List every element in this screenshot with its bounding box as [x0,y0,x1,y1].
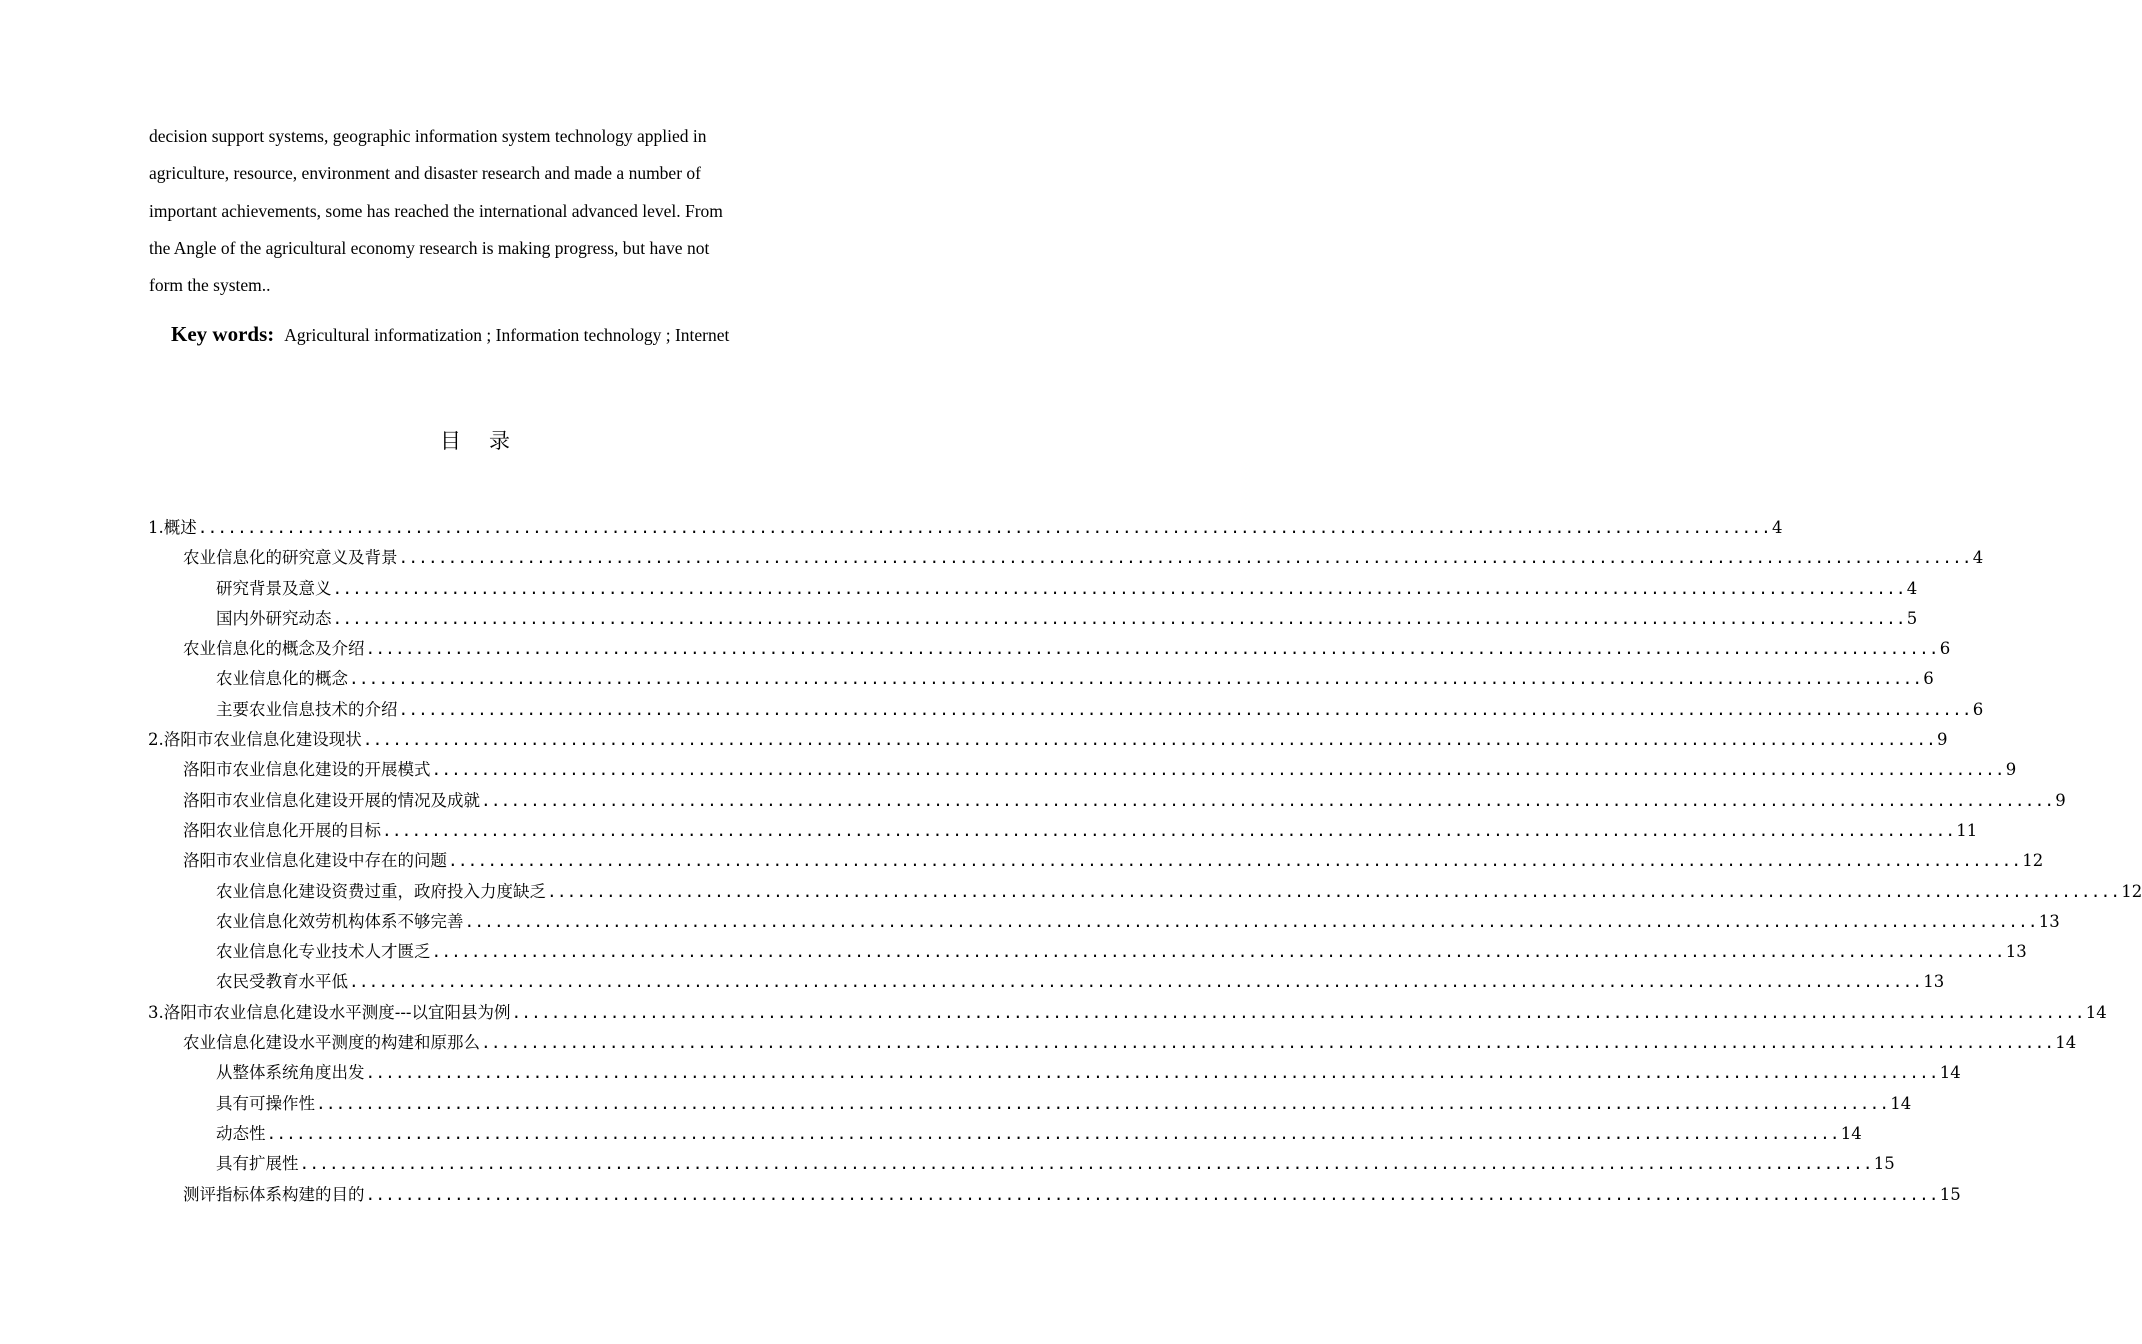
toc-entry-page: 14 [2055,1033,2077,1053]
toc-dot-leader: ................................................................................................................................................................ [398,548,1972,568]
toc-dot-leader: ................................................................................................................................................................ [332,608,1906,628]
toc-dot-leader: ................................................................................................................................................................ [362,730,1936,750]
toc-dot-leader: ................................................................................................................................................................ [464,911,2038,931]
toc-dot-leader: ................................................................................................................................................................ [332,578,1906,598]
keywords-label: Key words: [171,322,275,346]
toc-title-char: 录 [489,429,510,453]
toc-title [0,424,950,458]
toc-entry-label: 1.概述 [148,518,197,537]
table-of-contents [148,513,2142,1210]
abstract-paragraph [149,118,789,304]
toc-entry-page: 14 [2085,1002,2107,1022]
toc-dot-leader: ................................................................................................................................................................ [448,851,2022,871]
toc-entry[interactable] [148,816,1978,846]
toc-entry-label: 洛阳市农业信息化建设的开展模式 [183,760,431,780]
toc-entry-page: 5 [1906,608,1918,628]
toc-entry[interactable] [148,725,1948,755]
toc-entry[interactable] [148,574,1918,604]
toc-dot-leader: ................................................................................................................................................................ [365,1063,1939,1083]
toc-entry-page: 9 [1937,730,1948,750]
toc-entry-label: 测评指标体系构建的目的 [183,1184,365,1204]
toc-entry-label: 洛阳农业信息化开展的目标 [183,820,381,840]
toc-dot-leader: ................................................................................................................................................................ [481,790,2055,810]
toc-entry-page: 9 [2005,760,2017,780]
toc-entry[interactable] [148,1119,1862,1149]
toc-entry[interactable] [148,967,1945,997]
toc-dot-leader: ................................................................................................................................................................ [547,881,2121,901]
toc-dot-leader: ................................................................................................................................................................ [365,1184,1939,1204]
toc-entry-page: 4 [1906,578,1918,598]
abstract-line: the Angle of the agricultural economy research is making progress, but have not [149,237,710,258]
toc-entry[interactable] [148,604,1918,634]
toc-entry-page: 14 [1890,1093,1912,1113]
toc-entry[interactable] [148,1058,1961,1088]
toc-entry-label: 洛阳市农业信息化建设中存在的问题 [183,851,447,871]
abstract-line: decision support systems, geographic information system technology applied in [149,126,707,146]
toc-entry[interactable] [148,1180,1961,1210]
toc-entry-label: 农业信息化专业技术人才匮乏 [216,942,431,962]
toc-entry-label: 农业信息化的概念 [216,669,348,689]
toc-entry-label: 农业信息化建设资费过重，政府投入力度缺乏 [216,881,546,901]
toc-entry-page: 13 [1923,972,1945,992]
toc-dot-leader: ................................................................................................................................................................ [197,518,1771,537]
toc-entry-page: 9 [2055,790,2066,810]
toc-entry-page: 14 [1939,1063,1961,1083]
toc-entry[interactable] [148,664,1934,694]
toc-entry-label: 洛阳市农业信息化建设开展的情况及成就 [183,790,480,810]
toc-entry-label: 农民受教育水平低 [216,972,348,992]
toc-entry-label: 农业信息化的概念及介绍 [183,639,365,659]
toc-entry[interactable] [148,1149,1895,1179]
toc-dot-leader: ................................................................................................................................................................ [349,669,1923,689]
keywords [171,316,811,355]
toc-entry[interactable] [148,755,2017,785]
toc-dot-leader: ................................................................................................................................................................ [431,942,2005,962]
toc-entry[interactable] [148,1089,1912,1119]
toc-entry-label: 从整体系统角度出发 [216,1063,365,1083]
toc-entry-label: 国内外研究动态 [216,608,332,628]
toc-entry-label: 3.洛阳市农业信息化建设水平测度---以宜阳县为例 [148,1002,511,1022]
abstract-line: form the system.. [149,275,271,296]
toc-entry[interactable] [148,543,1984,573]
abstract-line: important achievements, some has reached the international advanced level. From [149,200,723,221]
toc-title-char: 目 [440,429,461,453]
toc-entry-label: 主要农业信息技术的介绍 [216,699,398,719]
toc-dot-leader: ................................................................................................................................................................ [349,972,1923,992]
toc-dot-leader: ................................................................................................................................................................ [299,1154,1873,1174]
toc-dot-leader: ................................................................................................................................................................ [481,1033,2055,1053]
toc-entry-page: 15 [1873,1154,1895,1174]
toc-dot-leader: ................................................................................................................................................................ [266,1123,1840,1143]
toc-entry-label: 研究背景及意义 [216,578,332,598]
toc-entry-page: 6 [1939,639,1951,659]
toc-entry-label: 农业信息化建设水平测度的构建和原那么 [183,1033,480,1053]
toc-dot-leader: ................................................................................................................................................................ [398,699,1972,719]
toc-entry[interactable] [148,786,2066,816]
abstract-line: agriculture, resource, environment and disaster research and made a number of [149,163,701,184]
toc-entry-label: 具有可操作性 [216,1093,315,1113]
toc-entry-label: 农业信息化的研究意义及背景 [183,548,398,568]
toc-entry[interactable] [148,998,2107,1028]
toc-entry[interactable] [148,695,1984,725]
toc-entry[interactable] [148,877,2142,907]
toc-dot-leader: ................................................................................................................................................................ [511,1002,2085,1022]
toc-entry-page: 6 [1972,699,1984,719]
toc-entry-page: 6 [1923,669,1934,689]
toc-dot-leader: ................................................................................................................................................................ [382,820,1956,840]
toc-entry-page: 4 [1972,548,1984,568]
toc-entry-page: 12 [2121,881,2142,901]
keywords-text: Agricultural informatization ; Information technology ; Internet [284,325,730,345]
toc-entry[interactable] [148,846,2044,876]
toc-entry-label: 2.洛阳市农业信息化建设现状 [148,730,362,750]
toc-dot-leader: ................................................................................................................................................................ [316,1093,1890,1113]
toc-entry[interactable] [148,907,2060,937]
toc-entry[interactable] [148,937,2027,967]
toc-entry-page: 12 [2022,851,2044,871]
toc-entry-page: 13 [2005,942,2027,962]
toc-dot-leader: ................................................................................................................................................................ [431,760,2005,780]
toc-entry[interactable] [148,634,1951,664]
toc-entry[interactable] [148,1028,2077,1058]
toc-entry-label: 农业信息化效劳机构体系不够完善 [216,911,464,931]
toc-entry-page: 13 [2038,911,2060,931]
toc-entry-label: 具有扩展性 [216,1154,299,1174]
toc-entry-page: 15 [1939,1184,1961,1204]
toc-entry-label: 动态性 [216,1123,266,1143]
toc-entry-page: 11 [1956,820,1978,840]
toc-entry[interactable] [148,513,1783,543]
toc-entry-page: 14 [1840,1123,1862,1143]
toc-entry-page: 4 [1772,518,1783,537]
toc-dot-leader: ................................................................................................................................................................ [365,639,1939,659]
